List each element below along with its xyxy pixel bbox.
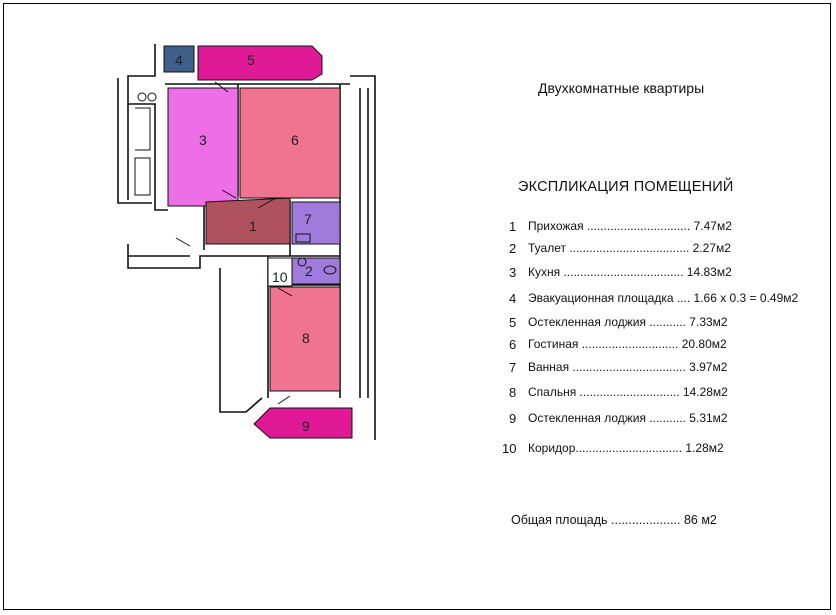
room-bath [292,202,340,244]
room-entry: Коридор................................ 1.28м2 [528,441,724,455]
room-number: 9 [509,411,517,426]
room-loggia-5 [198,46,322,80]
room-number: 8 [509,385,517,400]
room-entry: Ванная .................................. 3.97м2 [528,360,728,374]
room-entry: Остекленная лоджия ........... 5.31м2 [528,411,728,425]
room-entry: Кухня .................................... 14.83м2 [528,265,732,279]
plan-label-4: 4 [175,52,183,68]
room-number: 5 [509,315,517,330]
room-number: 7 [509,360,517,375]
room-hall [206,198,290,244]
room-number: 3 [509,265,517,280]
plan-label-1: 1 [249,218,257,234]
room-number: 6 [509,337,517,352]
room-entry: Туалет .................................... 2.27м2 [528,241,731,255]
plan-label-2: 2 [305,263,313,279]
room-number: 4 [509,291,517,306]
room-entry: Прихожая ............................... 7.47м2 [528,219,732,233]
room-entry: Гостиная ............................. 20.80м2 [528,337,727,351]
room-entry: Остекленная лоджия ........... 7.33м2 [528,315,728,329]
total-area: Общая площадь .................... 86 м2 [511,513,717,527]
room-toilet [292,258,340,284]
plan-label-5: 5 [247,52,255,68]
plan-label-7: 7 [304,211,312,227]
room-number: 2 [509,241,517,256]
room-entry: Эвакуационная площадка .... 1.66 х 0.3 = 0.49м2 [528,291,799,305]
plan-label-6: 6 [291,132,299,148]
room-entry: Спальня .............................. 14.28м2 [528,385,728,399]
plan-label-8: 8 [302,330,310,346]
room-number: 10 [502,441,517,456]
room-living [240,88,340,198]
page-title: Двухкомнатные квартиры [538,80,705,96]
plan-label-10: 10 [272,269,288,285]
room-number: 1 [509,219,517,234]
explication-heading: ЭКСПЛИКАЦИЯ ПОМЕЩЕНИЙ [518,179,734,195]
plan-label-3: 3 [199,132,207,148]
plan-label-9: 9 [302,418,310,434]
